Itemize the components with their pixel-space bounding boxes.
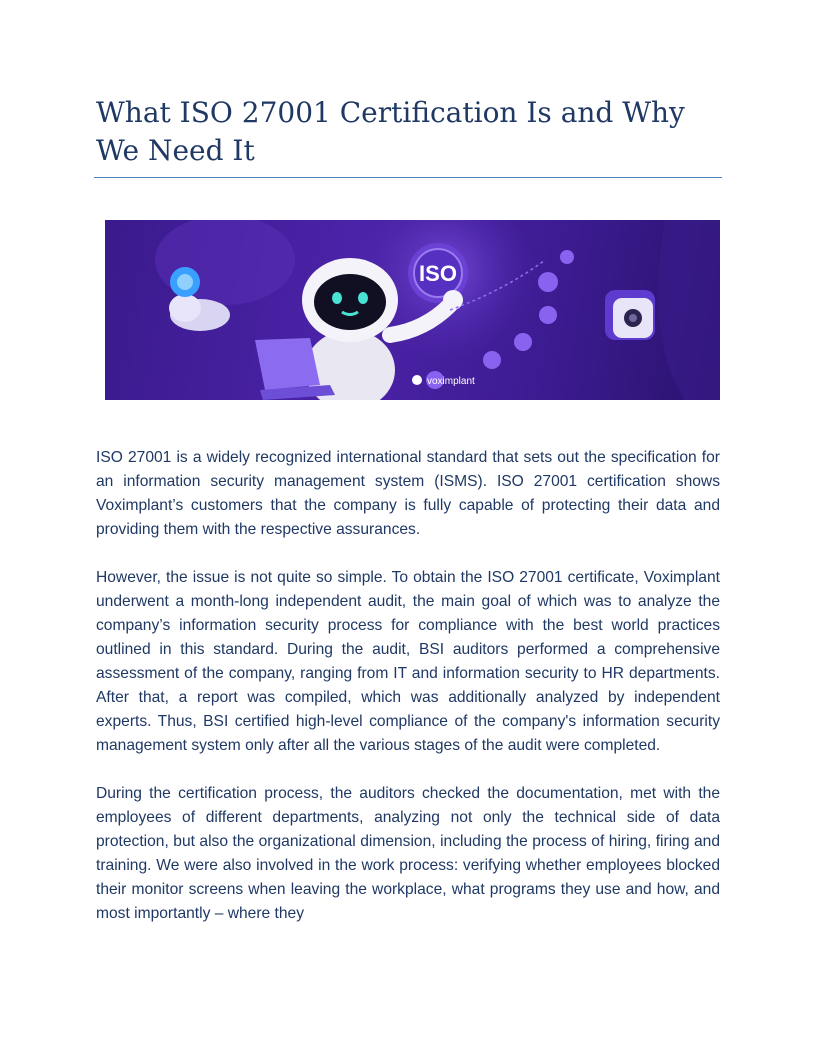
iso-banner-image <box>105 220 720 400</box>
svg-text:ISO: ISO <box>419 261 457 286</box>
paragraph-1: ISO 27001 is a widely recognized international standard that sets out the specification for an information security management system (ISMS). ISO 27001 certification shows Voximplant’s customers that the company is fully capable of protecting their data and providing them with the respective assurances. <box>96 449 720 538</box>
background-shape <box>658 220 720 400</box>
page-title: What ISO 27001 Certification Is and Why We Need It <box>96 96 685 167</box>
article-body <box>96 446 720 926</box>
paragraph-3: During the certification process, the auditors checked the documentation, met with the employees of different departments, analyzing not only the technical side of data protection, but also the organizational dimension, including the process of hiring, firing and training. We were also involved in the work process: verifying whether employees blocked their monitor screens when leaving the workplace, what programs they use and how, and most importantly – where they <box>96 785 720 922</box>
title-underline <box>94 177 722 178</box>
paragraph-2: However, the issue is not quite so simple. To obtain the ISO 27001 certificate, Voximplant underwent a month-long independent audit, the main goal of which was to analyze the company’s information security process for compliance with the best world practices outlined in this standard. During the audit, BSI auditors performed a comprehensive assessment of the company, ranging from IT and information security to HR departments. After that, a report was compiled, which was additionally analyzed by independent experts. Thus, BSI certified high-level compliance of the company's information security management system only after all the various stages of the audit were completed. <box>96 569 720 754</box>
camera-tile-icon <box>605 290 655 340</box>
svg-text:voximplant: voximplant <box>427 376 475 387</box>
